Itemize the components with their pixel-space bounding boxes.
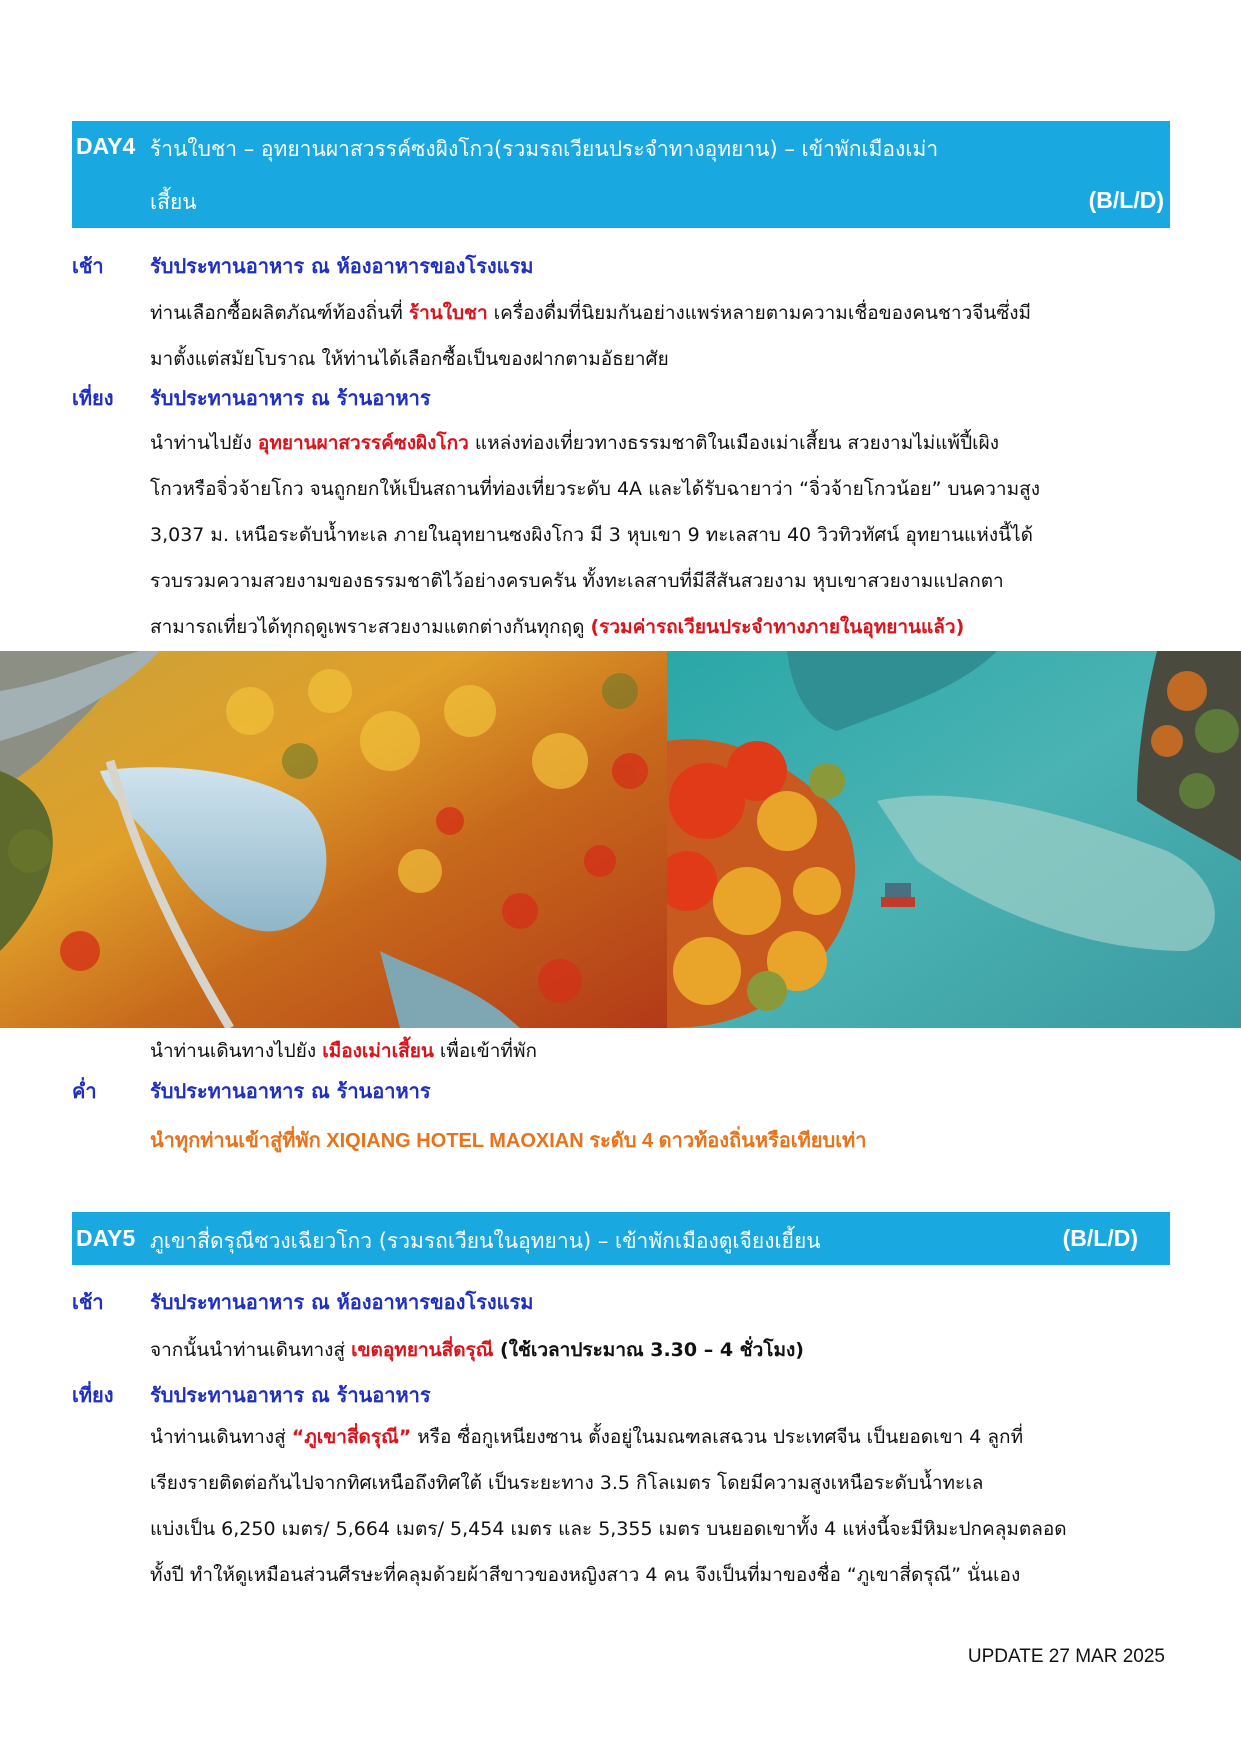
four-girls-park-highlight: เขตอุทยานสี่ดรุณี [351, 1339, 494, 1361]
day4-banner [72, 121, 1170, 228]
day5-banner [72, 1212, 1170, 1265]
paragraph-line: รวบรวมความสวยงามของธรรมชาติไว้อย่างครบครัน ทั้งทะเลสาบที่มีสีสันสวยงาม หุบเขาสวยงามแปลกตา [150, 570, 1004, 592]
day4-noon-heading: รับประทานอาหาร ณ ร้านอาหาร [150, 386, 431, 410]
update-date: UPDATE 27 MAR 2025 [967, 1646, 1165, 1667]
day5-label: DAY5 [76, 1225, 136, 1251]
paragraph-line: แบ่งเป็น 6,250 เมตร/ 5,664 เมตร/ 5,454 เมตร และ 5,355 เมตร บนยอดเขาทั้ง 4 แห่งนี้จะมีหิมะปกคลุมตลอด [150, 1518, 1067, 1540]
tea-shop-highlight: ร้านใบชา [408, 302, 488, 324]
day4-meals: (B/L/D) [1088, 187, 1164, 213]
day5-morning-paragraph [150, 1327, 1162, 1373]
shuttle-included-note: (รวมค่ารถเวียนประจำทางภายในอุทยานแล้ว) [590, 616, 965, 638]
day4-morning-time: เช้า [72, 254, 104, 278]
maoxian-highlight: เมืองเม่าเสี้ยน [322, 1040, 434, 1062]
paragraph-line: จากนั้นนำท่านเดินทางสู่ เขตอุทยานสี่ดรุณี (ใช้เวลาประมาณ 3.30 – 4 ชั่วโมง) [150, 1339, 804, 1361]
day5-noon-time: เที่ยง [72, 1383, 114, 1407]
day4-morning-heading: รับประทานอาหาร ณ ห้องอาหารของโรงแรม [150, 254, 534, 278]
paragraph-line: มาตั้งแต่สมัยโบราณ ให้ท่านได้เลือกซื้อเป็นของฝากตามอัธยาศัย [150, 348, 669, 370]
park-highlight: อุทยานผาสวรรค์ซงผิงโกว [257, 432, 469, 454]
paragraph-line: สามารถเที่ยวได้ทุกฤดูเพราะสวยงามแตกต่างกันทุกฤดู (รวมค่ารถเวียนประจำทางภายในอุทยานแล้ว) [150, 616, 965, 638]
turquoise-lake-boat-photo [667, 651, 1241, 1028]
four-girls-mountain-highlight: “ภูเขาสี่ดรุณี” [291, 1426, 412, 1448]
paragraph-line: 3,037 ม. เหนือระดับน้ำทะเล ภายในอุทยานซงผิงโกว มี 3 หุบเขา 9 ทะเลสาบ 40 วิวทิวทัศน์ อุทยานแห่งนี้ได้ [150, 524, 1033, 546]
day4-noon-time: เที่ยง [72, 386, 114, 410]
hotel-info: นำทุกท่านเข้าสู่ที่พัก XIQIANG HOTEL MAOXIAN ระดับ 4 ดาวท้องถิ่นหรือเทียบเท่า [150, 1130, 867, 1152]
day4-hotel-line [150, 1118, 1162, 1164]
day5-noon-heading: รับประทานอาหาร ณ ร้านอาหาร [150, 1383, 431, 1407]
day5-title: ภูเขาสี่ดรุณีซวงเฉียวโกว (รวมรถเวียนในอุทยาน) – เข้าพักเมืองตูเจียงเยี้ยน [150, 1229, 821, 1253]
paragraph-line: ท่านเลือกซื้อผลิตภัณฑ์ท้องถิ่นที่ ร้านใบชา เครื่องดื่มที่นิยมกันอย่างแพร่หลายตามความเชื่อของคนชาวจีนซึ่งมี [150, 302, 1032, 324]
day4-label: DAY4 [76, 133, 136, 159]
paragraph-line: นำท่านเดินทางไปยัง เมืองเม่าเสี้ยน เพื่อเข้าที่พัก [150, 1040, 537, 1062]
day5-noon-paragraph [150, 1414, 1162, 1598]
paragraph-line: เรียงรายติดต่อกันไปจากทิศเหนือถึงทิศใต้ เป็นระยะทาง 3.5 กิโลเมตร โดยมีความสูงเหนือระดับน้ำทะเล [150, 1472, 984, 1494]
travel-duration: (ใช้เวลาประมาณ 3.30 – 4 ชั่วโมง) [493, 1339, 804, 1361]
day5-morning-heading: รับประทานอาหาร ณ ห้องอาหารของโรงแรม [150, 1290, 534, 1314]
day4-title-line2: เสี้ยน [150, 190, 197, 214]
day4-evening-heading: รับประทานอาหาร ณ ร้านอาหาร [150, 1079, 431, 1103]
day4-noon-paragraph [150, 420, 1162, 650]
day5-morning-time: เช้า [72, 1290, 104, 1314]
day4-transfer-line [150, 1028, 1162, 1074]
day4-evening-time: ค่ำ [72, 1079, 97, 1103]
autumn-valley-lake-photo [0, 651, 667, 1028]
day4-title-line1: ร้านใบชา – อุทยานผาสวรรค์ซงผิงโกว(รวมรถเวียนประจำทางอุทยาน) – เข้าพักเมืองเม่า [150, 137, 939, 161]
paragraph-line: นำท่านเดินทางสู่ “ภูเขาสี่ดรุณี” หรือ ซื่อกูเหนียงซาน ตั้งอยู่ในมณฑลเสฉวน ประเทศจีน เป็นยอดเขา 4 ลูกที่ [150, 1426, 1024, 1448]
paragraph-line: ทั้งปี ทำให้ดูเหมือนส่วนศีรษะที่คลุมด้วยผ้าสีขาวของหญิงสาว 4 คน จึงเป็นที่มาของชื่อ “ภูเขาสี่ดรุณี” นั่นเอง [150, 1564, 1021, 1586]
day5-meals: (B/L/D) [1062, 1225, 1138, 1251]
day4-morning-paragraph [150, 290, 1162, 382]
paragraph-line: นำท่านไปยัง อุทยานผาสวรรค์ซงผิงโกว แหล่งท่องเที่ยวทางธรรมชาติในเมืองเม่าเสี้ยน สวยงามไม่แพ้ปี้เผิง [150, 432, 1000, 454]
paragraph-line: โกวหรือจิ่วจ้ายโกว จนถูกยกให้เป็นสถานที่ท่องเที่ยวระดับ 4A และได้รับฉายาว่า “จิ่วจ้ายโกวน้อย” บนความสูง [150, 478, 1040, 500]
